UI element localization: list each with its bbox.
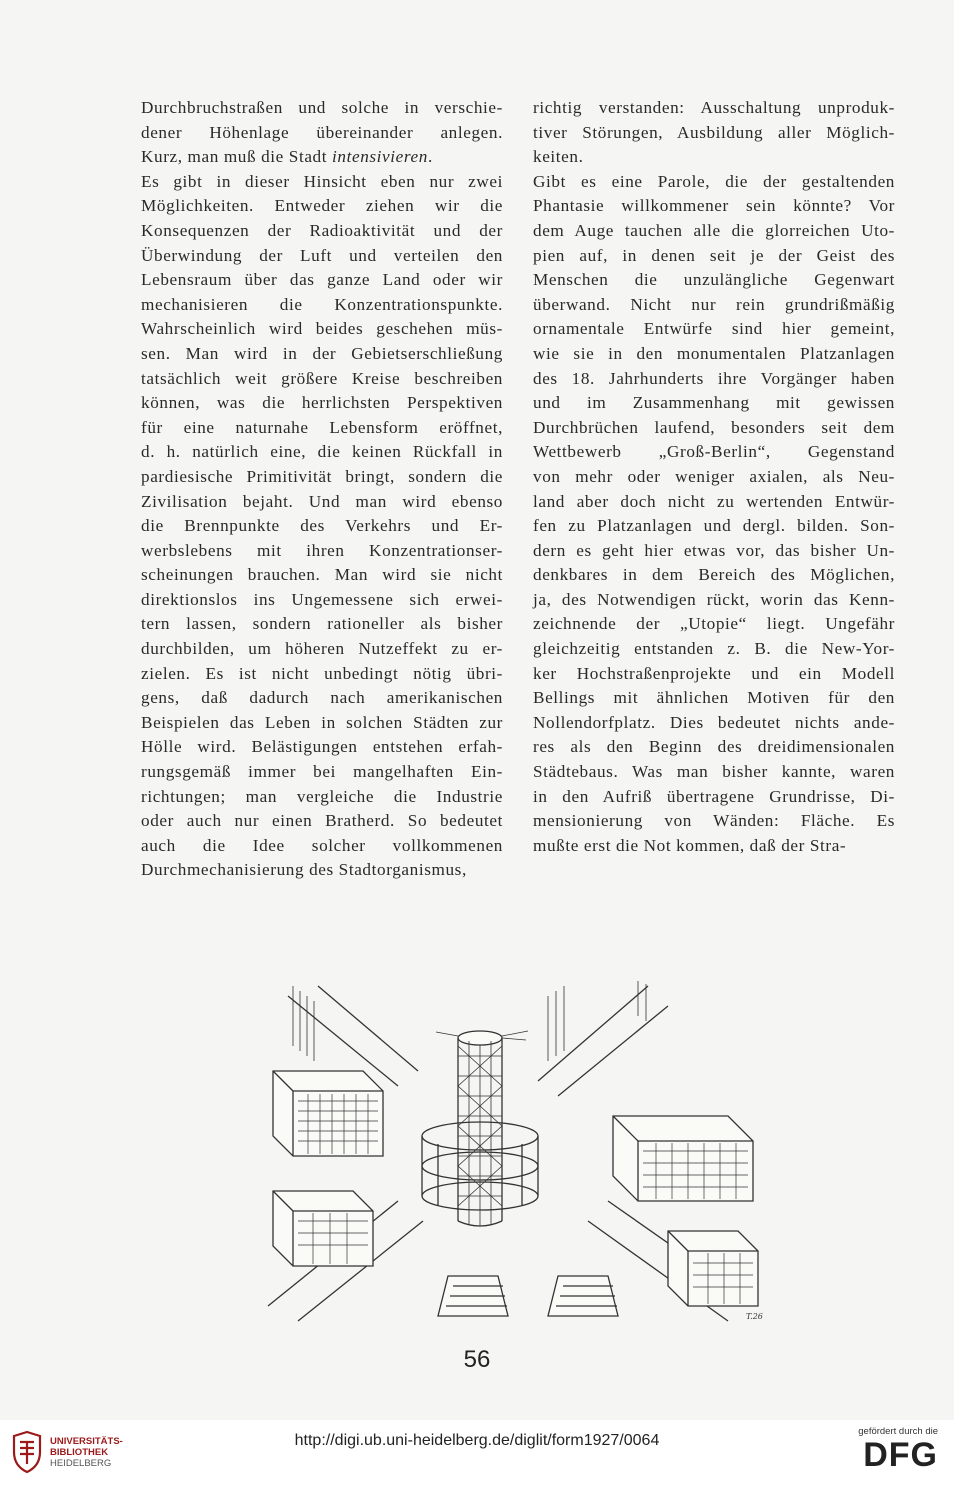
text-line: sen. Man wird in der Gebietserschließung [141,343,503,363]
text-line: dener Höhenlage übereinander anlegen. [141,122,503,142]
text-line: von mehr oder weniger axialen, als Neu- [533,466,895,486]
text-line: durchbilden, um höheren Nutzeffekt zu er- [141,639,503,659]
text-line: mechanisieren die Konzentrationspunkte. [141,294,503,314]
text-line: wie sie in den monumentalen Platzanlagen [533,343,895,363]
text-line: Beispielen das Leben in solchen Städten zur [141,712,503,732]
text-line: dem Auge tauchen alle die glorreichen Uto- [533,220,895,240]
page-number: 56 [463,1346,491,1373]
text-line: Zivilisation bejaht. Und man wird ebenso [141,491,503,511]
text-line: Lebensraum über das ganze Land oder wir [141,270,503,290]
text-line: ja, des Notwendigen rückt, worin das Kenn- [533,589,895,609]
text-line: dern es geht hier etwas vor, das bisher Un- [533,540,895,560]
text-line: Kurz, man muß die Stadt intensivieren. [141,147,433,167]
text-line: Konsequenzen der Radioaktivität und der [141,220,503,240]
text-line: pien auf, in denen seit je der Geist des [533,245,895,265]
text-line: gleichzeitig entstanden z. B. die New-Yor- [533,639,895,659]
text-line: richtig verstanden: Ausschaltung unproduk- [533,98,895,117]
architectural-sketch [258,976,770,1326]
illustration-tower-crossing [258,976,770,1326]
text-line: Durchmechanisierung des Stadtorganismus, [141,860,467,880]
text-line: richtungen; man vergleiche die Industrie [141,786,503,806]
text-line: direktionslos ins Ungemessene sich erwei- [141,589,503,609]
text-line: auch die Idee solcher vollkommenen [141,835,503,855]
page-url[interactable]: http://digi.ub.uni-heidelberg.de/diglit/form1927/0064 [294,1432,660,1449]
text-line: können, was die herrlichsten Perspektiven [141,393,503,413]
text-line: Durchbrüchen laufend, besonders seit dem [533,417,895,437]
text-line: keiten. [533,147,584,167]
text-line: res als den Beginn des dreidimensionalen [533,737,895,757]
text-line: Gibt es eine Parole, die der gestaltenden [533,171,895,191]
text-line: tatsächlich weit größere Kreise beschreiben [141,368,503,388]
text-line: Hölle wird. Belästigungen entstehen erfah- [141,737,503,757]
text-line: Wettbewerb „Groß-Berlin“, Gegenstand [533,442,895,462]
right-text-column [533,96,895,858]
text-line: fen zu Platzanlagen und dergl. bilden. Son- [533,516,895,536]
dfg-logo[interactable] [858,1426,938,1473]
text-line: Durchbruchstraßen und solche in verschie- [141,98,503,117]
text-line: zielen. Es ist nicht unbedingt nötig übri- [141,663,503,683]
left-text-column [141,96,503,883]
text-line: mensionierung von Wänden: Fläche. Es [533,811,895,831]
text-line: pardiesische Primitivität bringt, sondern die [141,466,503,486]
text-line: werbslebens mit ihren Konzentrationser- [141,540,503,560]
text-line: Menschen die unzulängliche Gegenwart [533,270,895,290]
text-line: Es gibt in dieser Hinsicht eben nur zwei [141,171,503,191]
funding-caption: gefördert durch die [858,1426,938,1437]
text-line: Wahrscheinlich wird beides geschehen müs- [141,319,503,339]
dfg-wordmark: DFG [863,1436,938,1474]
library-name-line1: UNIVERSITÄTS- [50,1435,123,1447]
text-line: in den Aufriß übertragene Grundrisse, Di- [533,786,895,806]
text-line: oder auch nur einen Bratherd. So bedeutet [141,811,503,831]
text-line: Städtebaus. Was man bisher kannte, waren [533,762,895,782]
text-line: mußte erst die Not kommen, daß der Stra- [533,835,847,855]
text-line: überwand. Nicht nur rein grundrißmäßig [533,294,895,314]
text-line: d. h. natürlich eine, die keinen Rückfall in [141,442,503,462]
text-line: rungsgemäß immer bei mangelhaften Ein- [141,762,503,782]
text-line: land aber doch nicht zu wertenden Entwür- [533,491,895,511]
text-line: Möglichkeiten. Entweder ziehen wir die [141,196,503,216]
text-line: die Brennpunkte des Verkehrs und Er- [141,516,503,536]
library-city: HEIDELBERG [50,1457,112,1469]
text-line: gens, daß dadurch nach amerikanischen [141,688,503,708]
text-line: Überwindung der Luft und verteilen den [141,245,503,265]
text-line: des 18. Jahrhunderts ihre Vorgänger haben [533,368,895,388]
footer-bar [0,1420,954,1485]
text-line: scheinungen brauchen. Man wird sie nicht [141,565,503,585]
text-line: tern lassen, sondern rationeller als bisher [141,614,503,634]
figure-signature: T.26 [746,1312,763,1321]
text-line: ornamentale Entwürfe sind hier gemeint, [533,319,895,339]
text-line: für eine naturnahe Lebensform eröffnet, [141,417,503,437]
text-line: ker Hochstraßenprojekte und ein Modell [533,663,895,683]
text-line: Bellings mit ähnlichen Motiven für den [533,688,895,708]
text-line: Nollendorfplatz. Dies bedeutet nichts ande- [533,712,895,732]
text-line: und im Zusammenhang mit gewissen [533,393,895,413]
text-line: Phantasie willkommener sein könnte? Vor [533,196,895,216]
text-line: tiver Störungen, Ausbildung aller Möglich- [533,122,895,142]
text-line: zeichnende der „Utopie“ liegt. Ungefähr [533,614,895,634]
library-name-line2: BIBLIOTHEK [50,1446,109,1458]
text-line: denkbares in dem Bereich des Möglichen, [533,565,895,585]
